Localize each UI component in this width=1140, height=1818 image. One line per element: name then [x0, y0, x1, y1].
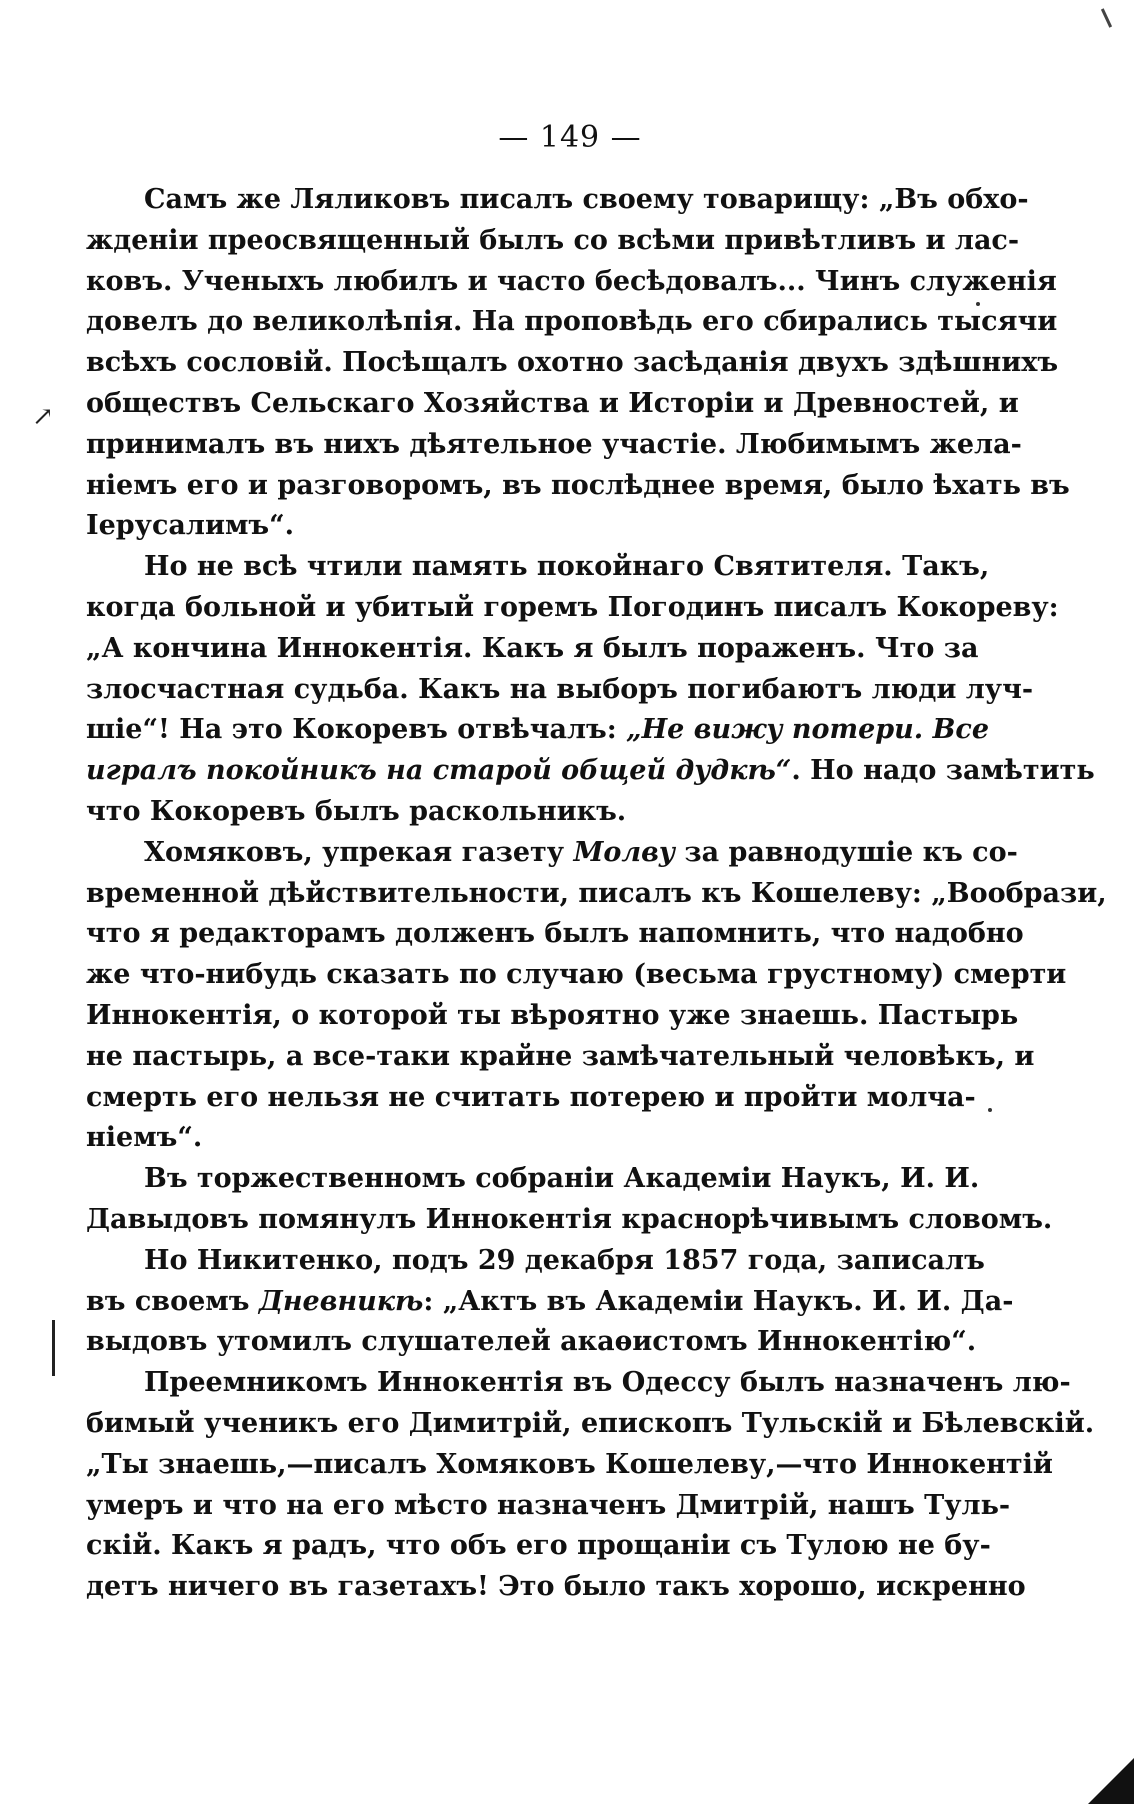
text-line [86, 751, 1095, 792]
text-line: довелъ до великолѣпія. На проповѣдь его сбирались тысячи [86, 306, 1058, 338]
text-line: принималъ въ нихъ дѣятельное участіе. Любимымъ жела- [86, 428, 1022, 460]
text-line [86, 1282, 1014, 1323]
page-number: — 149 — [498, 120, 642, 155]
text-line: ковъ. Ученыхъ любилъ и часто бесѣдовалъ... Чинъ служенія [86, 265, 1057, 297]
text-line: же что-нибудь сказать по случаю (весьма грустному) смерти [86, 959, 1067, 991]
text-line: скій. Какъ я радъ, что объ его прощаніи съ Тулою не бу- [86, 1530, 991, 1562]
paragraph [86, 180, 1070, 547]
text-line: злосчастная судьба. Какъ на выборъ погибаютъ люди луч- [86, 673, 1034, 705]
text-line: „Ты знаешь,—писалъ Хомяковъ Кошелеву,—что Иннокентій [86, 1448, 1053, 1480]
text-line: Іерусалимъ“. [86, 510, 295, 542]
text-line [86, 710, 990, 751]
text-line: выдовъ утомилъ слушателей акаѳистомъ Иннокентію“. [86, 1326, 977, 1358]
italic-quote: игралъ покойникъ на старой общей дудкѣ“ [86, 755, 792, 787]
newspaper-title: Молву [573, 836, 675, 868]
text-segment: : „Актъ въ Академіи Наукъ. И. И. Да- [423, 1285, 1014, 1317]
margin-dot [988, 1108, 992, 1112]
text-line: Иннокентія, о которой ты вѣроятно уже знаешь. Пастырь [86, 999, 1019, 1031]
text-segment: шіе“! На это Кокоревъ отвѣчалъ: [86, 714, 617, 746]
text-line: Преемникомъ Иннокентія въ Одессу былъ назначенъ лю- [144, 1367, 1071, 1399]
text-line: детъ ничего въ газетахъ! Это было такъ хорошо, искренно [86, 1571, 1026, 1603]
margin-arrow-mark: ↗ [32, 402, 54, 432]
paragraph [86, 547, 1095, 833]
page-corner-mark [1088, 1758, 1134, 1804]
text-segment: за равнодушіе къ со- [684, 836, 1018, 868]
text-line: ніемъ его и разговоромъ, въ послѣднее время, было ѣхать въ [86, 469, 1070, 501]
text-line: обществъ Сельскаго Хозяйства и Исторіи и Древностей, и [86, 387, 1019, 419]
paragraph [86, 833, 1107, 1159]
text-line: жденіи преосвященный былъ со всѣми привѣтливъ и лас- [86, 224, 1020, 256]
text-line: бимый ученикъ его Димитрій, епископъ Тульскій и Бѣлевскій. [86, 1407, 1095, 1439]
corner-tick-mark [1101, 8, 1112, 27]
text-segment: Хомяковъ, упрекая газету [144, 836, 565, 868]
text-line: Въ торжественномъ собраніи Академіи Наукъ, И. И. [144, 1163, 980, 1195]
text-line: что я редакторамъ долженъ былъ напомнить, что надобно [86, 918, 1024, 950]
text-line: умеръ и что на его мѣсто назначенъ Дмитрій, нашъ Туль- [86, 1489, 1011, 1521]
text-line: когда больной и убитый горемъ Погодинъ писалъ Кокореву: [86, 591, 1059, 623]
text-line: „А кончина Иннокентія. Какъ я былъ пораженъ. Что за [86, 632, 979, 664]
text-line: Самъ же Ляликовъ писалъ своему товарищу: „Въ обхо- [144, 184, 1029, 215]
text-segment: въ своемъ [86, 1285, 250, 1317]
paragraph [86, 1241, 1014, 1363]
text-line: всѣхъ сословій. Посѣщалъ охотно засѣданія двухъ здѣшнихъ [86, 347, 1059, 379]
paragraph [86, 1363, 1095, 1608]
paragraph [86, 1159, 1053, 1241]
text-line: Но не всѣ чтили память покойнаго Святителя. Такъ, [144, 551, 990, 583]
text-line: смерть его нельзя не считать потерею и пройти молча- [86, 1081, 976, 1113]
text-line: временной дѣйствительности, писалъ къ Кошелеву: „Вообрази, [86, 877, 1107, 909]
text-line [86, 833, 1018, 874]
text-line: Но Никитенко, подъ 29 декабря 1857 года, записалъ [144, 1244, 985, 1276]
body-text [86, 180, 1107, 1608]
text-line: ніемъ“. [86, 1122, 203, 1154]
italic-quote: „Не вижу потери. Все [626, 714, 990, 746]
text-line: не пастырь, а все-таки крайне замѣчательный человѣкъ, и [86, 1040, 1035, 1072]
text-line: что Кокоревъ былъ раскольникъ. [86, 795, 627, 827]
text-segment: . Но надо замѣтить [791, 755, 1095, 787]
diary-title: Дневникѣ [258, 1285, 424, 1317]
margin-bar-mark [52, 1320, 55, 1376]
text-line: Давыдовъ помянулъ Иннокентія краснорѣчивымъ словомъ. [86, 1203, 1053, 1235]
